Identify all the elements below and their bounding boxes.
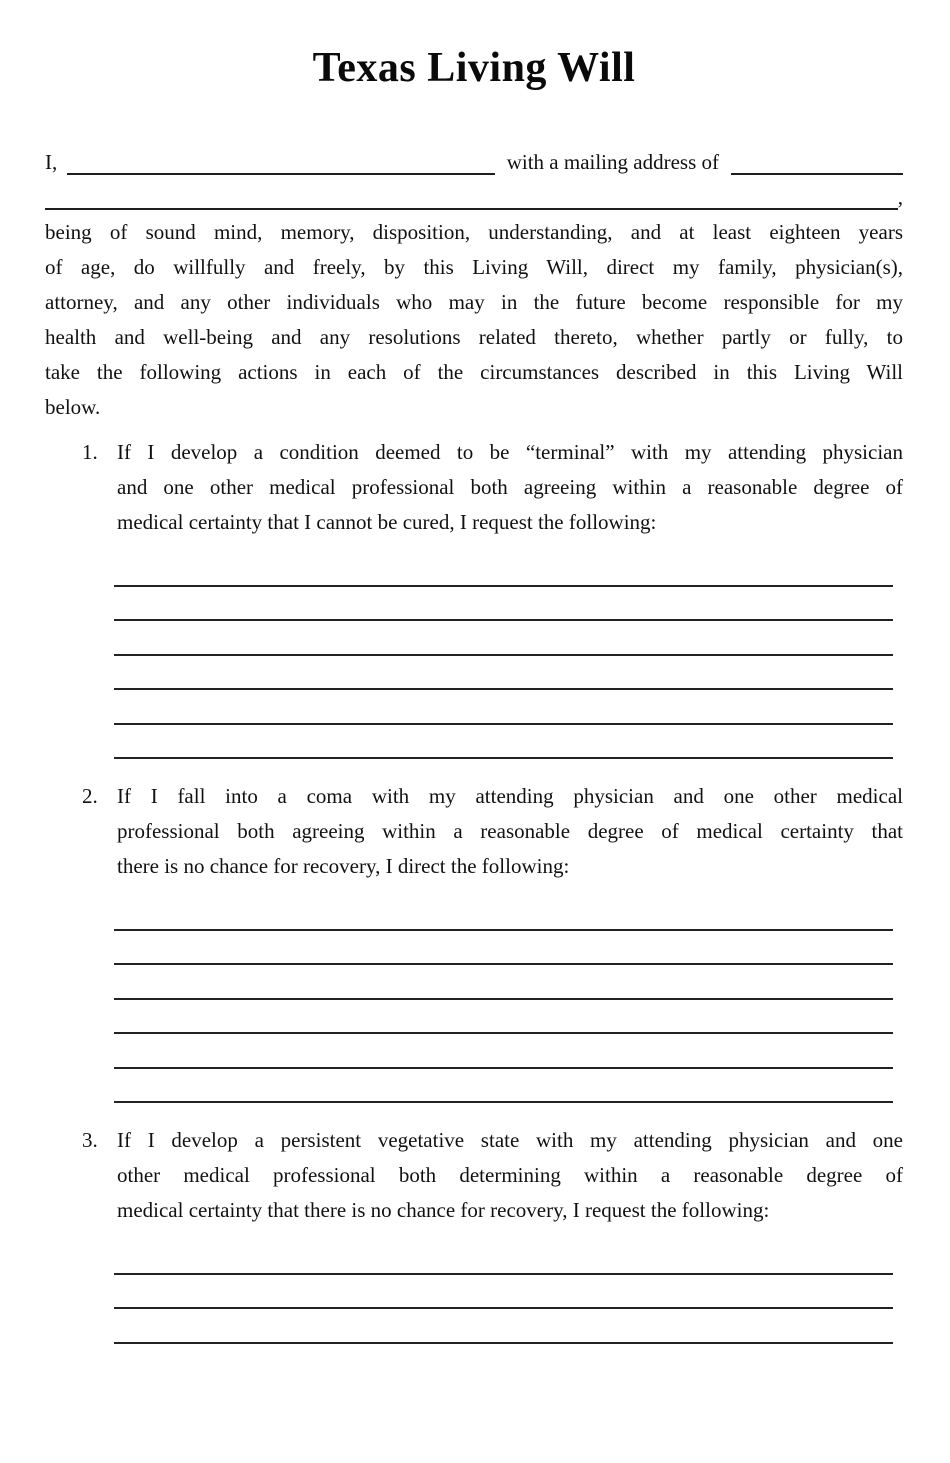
intro-text-line: health and well-being and any resolutions related thereto, whether partly or fully, to [45,325,903,349]
directive-item-vegetative-state [45,1123,903,1344]
item-number: 1. [82,440,98,464]
item-text-line: If I develop a condition deemed to be “terminal” with my attending physician [117,440,903,464]
item-body [117,779,903,1103]
response-line[interactable] [114,656,893,691]
response-line[interactable] [114,690,893,725]
item-text-line: medical certainty that there is no chance for recovery, I request the following: [117,1198,770,1222]
response-line[interactable] [114,1275,893,1310]
response-line[interactable] [114,1034,893,1069]
mailing-address-blank-continued[interactable] [45,180,898,210]
mailing-address-blank[interactable] [731,145,903,175]
intro-text-line: of age, do willfully and freely, by this Living Will, direct my family, physician(s), [45,255,903,279]
response-line[interactable] [114,621,893,656]
item-body [117,1123,903,1344]
intro-text-line: below. [45,395,101,419]
intro-section [45,145,903,425]
address-continuation-line [45,180,903,215]
item-text-line: professional both agreeing within a reasonable degree of medical certainty that [117,819,903,843]
response-line[interactable] [114,931,893,966]
response-line[interactable] [114,587,893,622]
intro-text-line: take the following actions in each of the circumstances described in this Living Will [45,360,903,384]
response-line[interactable] [114,552,893,587]
response-line[interactable] [114,1240,893,1275]
response-line[interactable] [114,1069,893,1104]
item-number: 2. [82,784,98,808]
response-lines-group [117,552,903,759]
response-line[interactable] [114,725,893,760]
item-number: 3. [82,1128,98,1152]
document-page [0,43,950,1463]
directive-item-terminal-condition [45,435,903,759]
response-lines-group [117,896,903,1103]
intro-text-line: attorney, and any other individuals who may in the future become responsible for my [45,290,903,314]
response-lines-group [117,1240,903,1344]
response-line[interactable] [114,896,893,931]
declarant-name-blank[interactable] [67,145,494,175]
document-title: Texas Living Will [312,45,636,91]
item-text-line: other medical professional both determining within a reasonable degree of [117,1163,903,1187]
response-line[interactable] [114,1309,893,1344]
directives-list [45,435,903,1344]
mailing-address-label: with a mailing address of [506,150,719,174]
directive-item-coma [45,779,903,1103]
item-text-line: If I fall into a coma with my attending physician and one other medical [117,784,903,808]
item-text-line: there is no chance for recovery, I direct the following: [117,854,570,878]
item-text-line: medical certainty that I cannot be cured, I request the following: [117,510,657,534]
response-line[interactable] [114,965,893,1000]
response-line[interactable] [114,1000,893,1035]
item-text-line: If I develop a persistent vegetative state with my attending physician and one [117,1128,903,1152]
declarant-line [45,145,903,180]
item-text-line: and one other medical professional both agreeing within a reasonable degree of [117,475,903,499]
declarant-prefix: I, [45,150,58,174]
item-body [117,435,903,759]
address-line-comma: , [897,185,903,209]
intro-text-line: being of sound mind, memory, disposition, understanding, and at least eighteen years [45,220,903,244]
